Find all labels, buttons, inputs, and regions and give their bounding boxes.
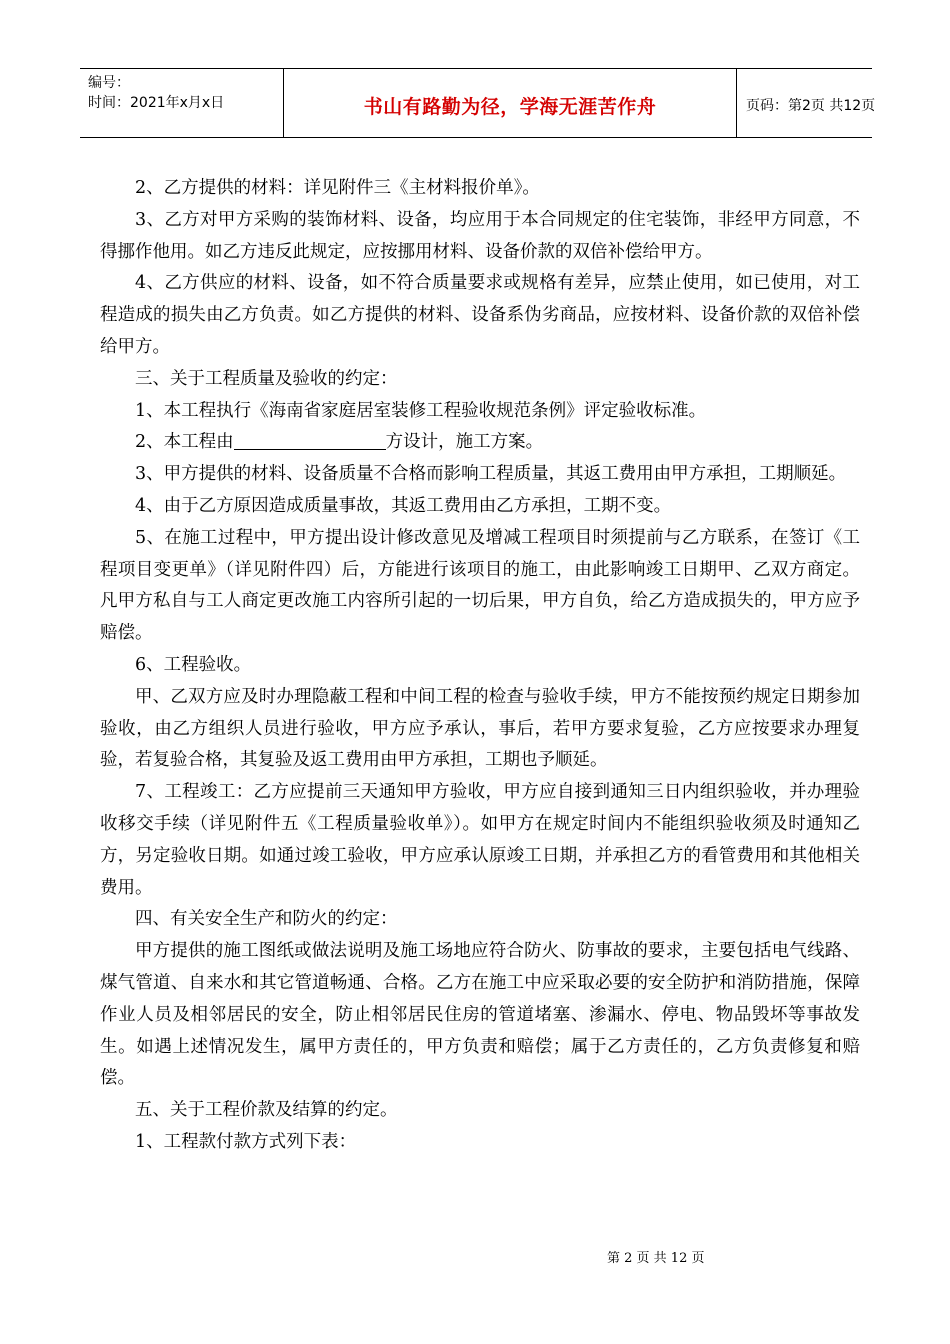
- paragraph: 6、工程验收。: [135, 654, 252, 675]
- paragraph-text: 2、本工程由: [135, 432, 234, 453]
- paragraph: 4、由于乙方原因造成质量事故，其返工费用由乙方承担，工期不变。: [135, 495, 672, 516]
- header-right-cell: [736, 69, 876, 137]
- section-heading: 四、有关安全生产和防火的约定：: [135, 909, 398, 930]
- fill-in-blank: [234, 431, 386, 450]
- page-footer: 第 2 页 共 12 页: [607, 1251, 705, 1266]
- header-middle-cell: [283, 69, 737, 137]
- document-body: [100, 173, 860, 1159]
- page-header: [80, 68, 876, 138]
- document-number: 编号：: [88, 75, 130, 91]
- paragraph: 甲方提供的施工图纸或做法说明及施工场地应符合防火、防事故的要求，主要包括电气线路、煤气管道、自来水和其它管道畅通、合格。乙方在施工中应采取必要的安全防护和消防措施，保障作业人员及相邻居民的安全，防止相邻居民住房的管道堵塞、渗漏水、停电、物品毁坏等事故发生。如遇上述情况发生，属甲方责任的，甲方负责和赔偿；属于乙方责任的，乙方负责修复和赔偿。: [100, 941, 860, 1089]
- paragraph: 5、在施工过程中，甲方提出设计修改意见及增减工程项目时须提前与乙方联系，在签订《工程项目变更单》（详见附件四）后，方能进行该项目的施工，由此影响竣工日期甲、乙双方商定。凡甲方私自与工人商定更改施工内容所引起的一切后果，甲方自负，给乙方造成损失的，甲方应予赔偿。: [100, 527, 860, 644]
- paragraph: 1、工程款付款方式列下表：: [135, 1131, 357, 1152]
- paragraph: 甲、乙双方应及时办理隐蔽工程和中间工程的检查与验收手续，甲方不能按预约规定日期参加验收，由乙方组织人员进行验收，甲方应予承认，事后，若甲方要求复验，乙方应按要求办理复验，若复验合格，其复验及返工费用由甲方承担，工期也予顺延。: [100, 686, 860, 771]
- paragraph: 2、乙方提供的材料：详见附件三《主材料报价单》。: [135, 178, 540, 198]
- paragraph: 7、工程竣工：乙方应提前三天通知甲方验收，甲方应自接到通知三日内组织验收，并办理验收移交手续（详见附件五《工程质量验收单》）。如甲方在规定时间内不能组织验收须及时通知乙方，另定验收日期。如通过竣工验收，甲方应承认原竣工日期，并承担乙方的看管费用和其他相关费用。: [100, 782, 860, 898]
- paragraph: 3、甲方提供的材料、设备质量不合格而影响工程质量，其返工费用由甲方承担，工期顺延。: [135, 464, 847, 485]
- paragraph: 4、乙方供应的材料、设备，如不符合质量要求或规格有差异，应禁止使用，如已使用，对工程造成的损失由乙方负责。如乙方提供的材料、设备系伪劣商品，应按材料、设备价款的双倍补偿给甲方。: [100, 273, 860, 357]
- document-time: 时间：2021年x月x日: [88, 95, 225, 111]
- section-heading: 三、关于工程质量及验收的约定：: [135, 368, 398, 389]
- header-left-cell: [80, 69, 283, 137]
- paragraph-with-blank: [100, 427, 860, 459]
- paragraph: 1、本工程执行《海南省家庭居室装修工程验收规范条例》评定验收标准。: [135, 400, 707, 421]
- header-page-info: 页码：第2页 共12页: [746, 98, 876, 114]
- paragraph-text: 方设计，施工方案。: [385, 432, 544, 453]
- paragraph: 3、乙方对甲方采购的装饰材料、设备，均应用于本合同规定的住宅装饰，非经甲方同意，不得挪作他用。如乙方违反此规定，应按挪用材料、设备价款的双倍补偿给甲方。: [100, 209, 860, 262]
- section-heading: 五、关于工程价款及结算的约定。: [135, 1100, 398, 1121]
- header-motto: 书山有路勤为径，学海无涯苦作舟: [363, 96, 657, 118]
